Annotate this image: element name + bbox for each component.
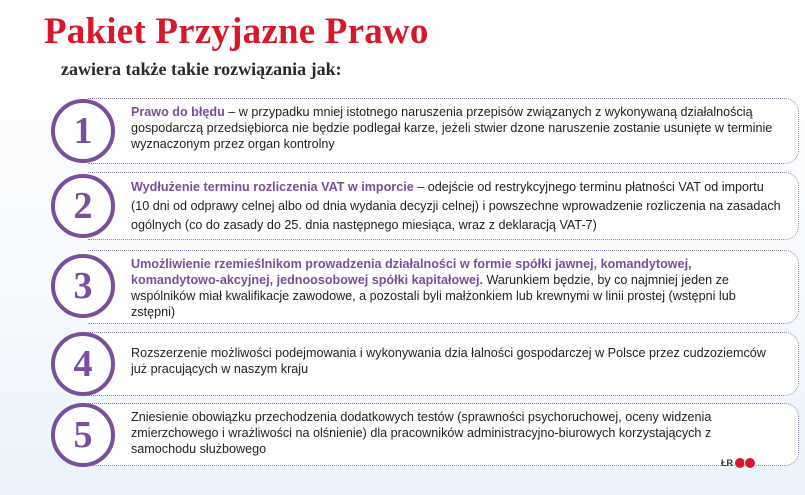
source-logo [721, 457, 756, 469]
item-text [131, 178, 783, 235]
list-item [0, 332, 805, 396]
item-text [131, 256, 783, 320]
page-title: Pakiet Przyjazne Prawo [44, 11, 429, 52]
item-highlight: Umożliwienie rzemieślnikom prowadzenia działalności w formie spółki jawnej, komandytowej, komandytowo-akcyjnej, jednoosobowej spółki kapitałowej. [131, 257, 692, 287]
item-highlight: Prawo do błędu [131, 105, 225, 119]
list-item [0, 98, 805, 164]
item-description: – w przypadku mniej istotnego naruszenia przepisów związanych z wykonywaną działalnością gospodarczą przedsiębiorca nie będzie podlegał karze, jeżeli stwier dzone naruszenie zostanie usunięte w terminie wyznaczonym przez organ kontrolny [131, 105, 773, 151]
list-item [0, 250, 805, 324]
number-badge [51, 174, 115, 238]
item-description: Rozszerzenie możliwości podejmowania i wykonywania dzia łalności gospodarczej w Polsce przez cudzoziemców już pracujących w naszym kraju [131, 346, 766, 376]
item-number: 1 [73, 110, 93, 152]
list-item [0, 172, 805, 240]
source-label: ŁR [721, 458, 733, 468]
item-number: 3 [73, 265, 93, 307]
number-badge [51, 99, 115, 163]
item-description: Warunkiem będzie, by co najmniej jeden ze wspólników miał kwalifikacje zawodowe, a pozostali byli małżonkiem lub krewnymi w linii prostej (wstępni lub zstępni) [131, 273, 736, 319]
item-highlight: Wydłużenie terminu rozliczenia VAT w imporcie [131, 180, 414, 194]
publisher-logo-icon [736, 457, 756, 469]
number-badge [51, 332, 115, 396]
item-text [131, 345, 783, 377]
item-number: 2 [73, 185, 93, 227]
item-description: Zniesienie obowiązku przechodzenia dodatkowych testów (sprawności psychoruchowej, oceny widzenia zmierzchowego i wrażliwości na olśnienie) dla pracowników administracyjno-biurowych korzystających z samochodu służbowego [131, 410, 712, 456]
item-number: 4 [73, 343, 93, 385]
item-number: 5 [73, 414, 93, 456]
item-text [131, 104, 783, 152]
number-badge [51, 254, 115, 318]
item-text [131, 409, 745, 457]
list-item [0, 403, 805, 466]
item-description: – odejście od restrykcyjnego terminu płatności VAT od importu (10 dni od odprawy celnej albo od dnia wydania decyzji celnej) i powszechne wprowadzenie rozliczenia na zasadach ogólnych (co do zasady do 25. dnia następnego miesiąca, wraz z deklaracją VAT-7) [131, 180, 781, 232]
page-subtitle: zawiera także takie rozwiązania jak: [61, 59, 342, 79]
number-badge [51, 403, 115, 467]
